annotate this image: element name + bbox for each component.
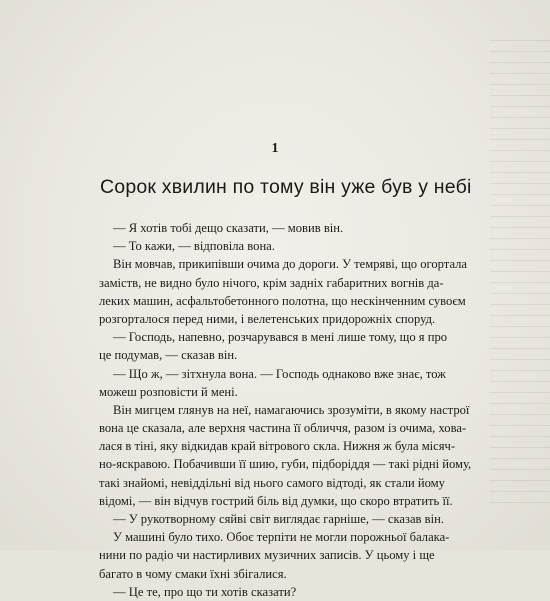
- text-line: багато в чому смаки їхні збігалися.: [99, 566, 287, 581]
- text-line: нини по радіо чи настирливих музичних записів. У цьому і ще: [99, 548, 435, 563]
- text-line: це подумав, — сказав він.: [99, 348, 238, 363]
- text-line: можеш розповісти й мені.: [99, 384, 238, 399]
- text-line: леких машин, асфальтобетонного полотна, що нескінченним сувоєм: [99, 293, 466, 308]
- text-line: — Господь, напевно, розчарувався в мені лише тому, що я про: [113, 330, 448, 345]
- text-line: відомі, — він відчув гострий біль від думки, що скоро втратить її.: [99, 493, 453, 508]
- text-line: розгорталося перед ними, і велетенських придорожніх споруд.: [99, 311, 436, 326]
- text-line: — Що ж, — зітхнула вона. — Господь однаково вже знає, тож: [113, 366, 446, 381]
- text-line: — Це те, про що ти хотів сказати?: [113, 584, 297, 599]
- text-line: но-яскравою. Побачивши її шию, губи, підборіддя — такі рідні йому,: [99, 457, 472, 472]
- text-line: — Я хотів тобі дещо сказати, — мовив він.: [113, 221, 344, 235]
- text-line: такі знайомі, невіддільні від нього самого відтоді, як стали йому: [99, 475, 445, 490]
- text-line: — У рукотворному сяйві світ виглядає гарніше, — сказав він.: [113, 512, 444, 526]
- show-through-text: [490, 40, 550, 510]
- body-text: [99, 219, 472, 601]
- text-line: — То кажи, — відповіла вона.: [113, 239, 275, 254]
- chapter-number: 1: [271, 141, 279, 156]
- text-line: У машині було тихо. Обоє терпіти не могли порожньої балака-: [113, 530, 450, 545]
- text-line: Він мовчав, прикипівши очима до дороги. У темряві, що огортала: [113, 257, 468, 272]
- text-line: лася в тіні, яку відкидав край вітрового скла. Нижня ж була місяч-: [99, 439, 456, 454]
- text-line: вона це сказала, але верхня частина її обличчя, разом із очима, хова-: [99, 421, 467, 436]
- text-line: Він мигцем глянув на неї, намагаючись зрозуміти, в якому настрої: [113, 402, 470, 417]
- text-line: заміств, не видно було нічого, крім задніх габаритних вогнів да-: [99, 275, 444, 290]
- chapter-title: Сорок хвилин по тому він уже був у небі: [100, 176, 472, 198]
